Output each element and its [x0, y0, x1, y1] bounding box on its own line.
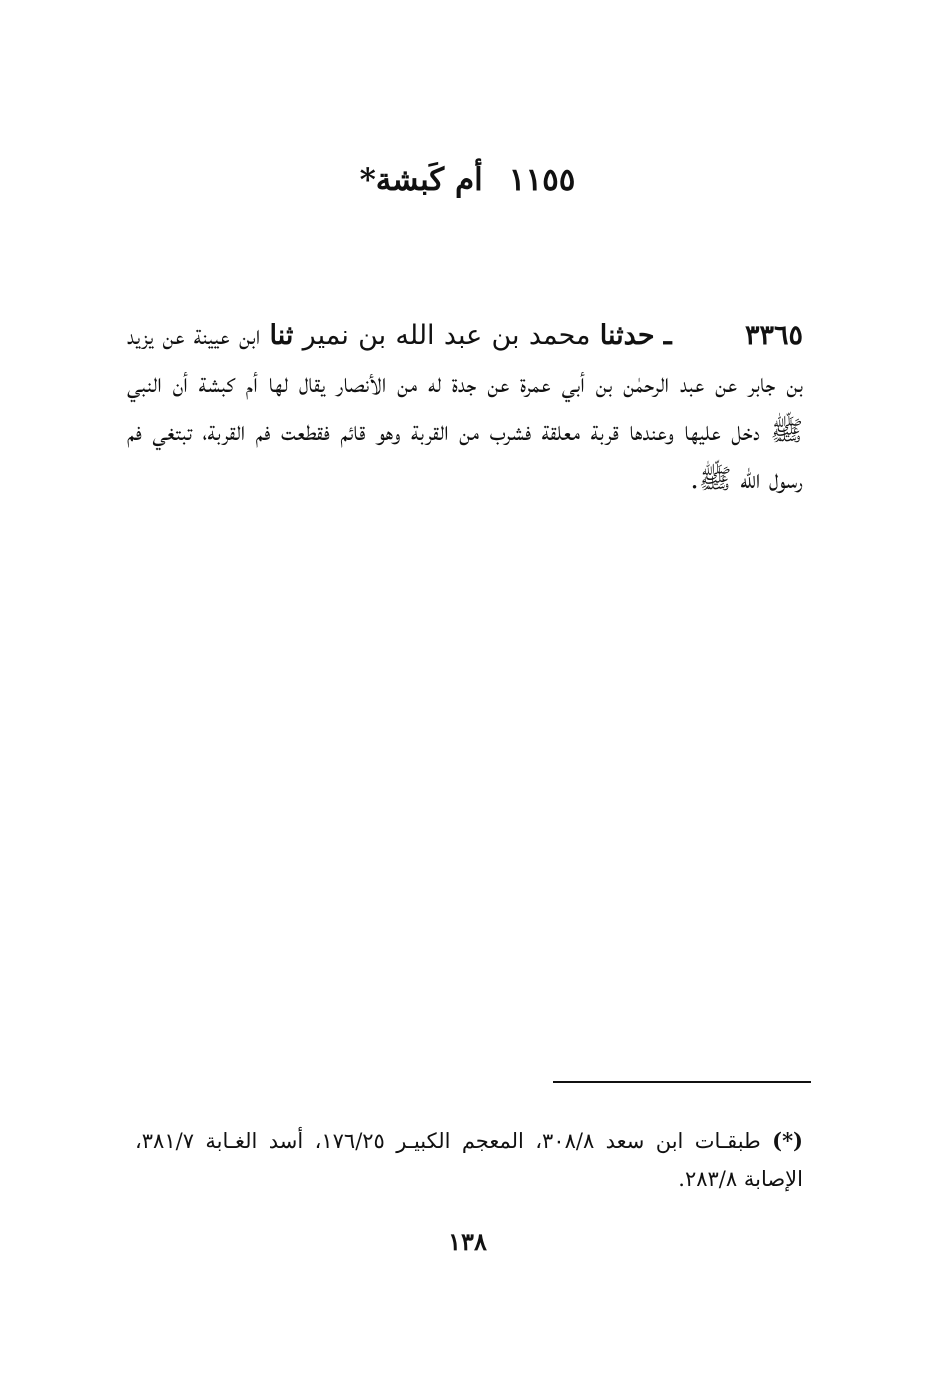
narration-verb: حدثنا: [599, 320, 655, 351]
narration-abbrev: ثنا: [269, 320, 294, 351]
footnote: [135, 1122, 803, 1198]
entry-heading: [0, 158, 935, 202]
entry-title: أم كَبشة*: [359, 162, 483, 198]
hadith-separator: ـ: [663, 320, 672, 351]
hadith-text: ابن عيينة عن يزيد بن جابر عن عبد الرحمٰن بن أبي عمرة عن جدة له من الأنصار يقال لها أم كبشة أن النبي ﷺ دخل عليها وعندها قربة معلقة فشرب من القربة وهو قائم فقطعت فم القربة، تبتغي فم رسول الله ﷺ.: [127, 320, 803, 495]
hadith-paragraph: [127, 312, 803, 504]
footnote-marker: (*): [772, 1128, 803, 1153]
footnote-divider: [553, 1081, 811, 1083]
hadith-number: ٣٣٦٥: [744, 320, 803, 351]
hadith-chain-part1: محمد بن عبد الله بن نمير: [302, 320, 591, 351]
page-number: ١٣٨: [448, 1227, 487, 1256]
footnote-text: طبقـات ابن سعد ٣٠٨/٨، المعجم الكبيـر ١٧٦/٢٥، أسد الغـابة ٣٨١/٧، الإصابة ٢٨٣/٨.: [135, 1129, 803, 1191]
entry-number: ١١٥٥: [508, 162, 576, 198]
